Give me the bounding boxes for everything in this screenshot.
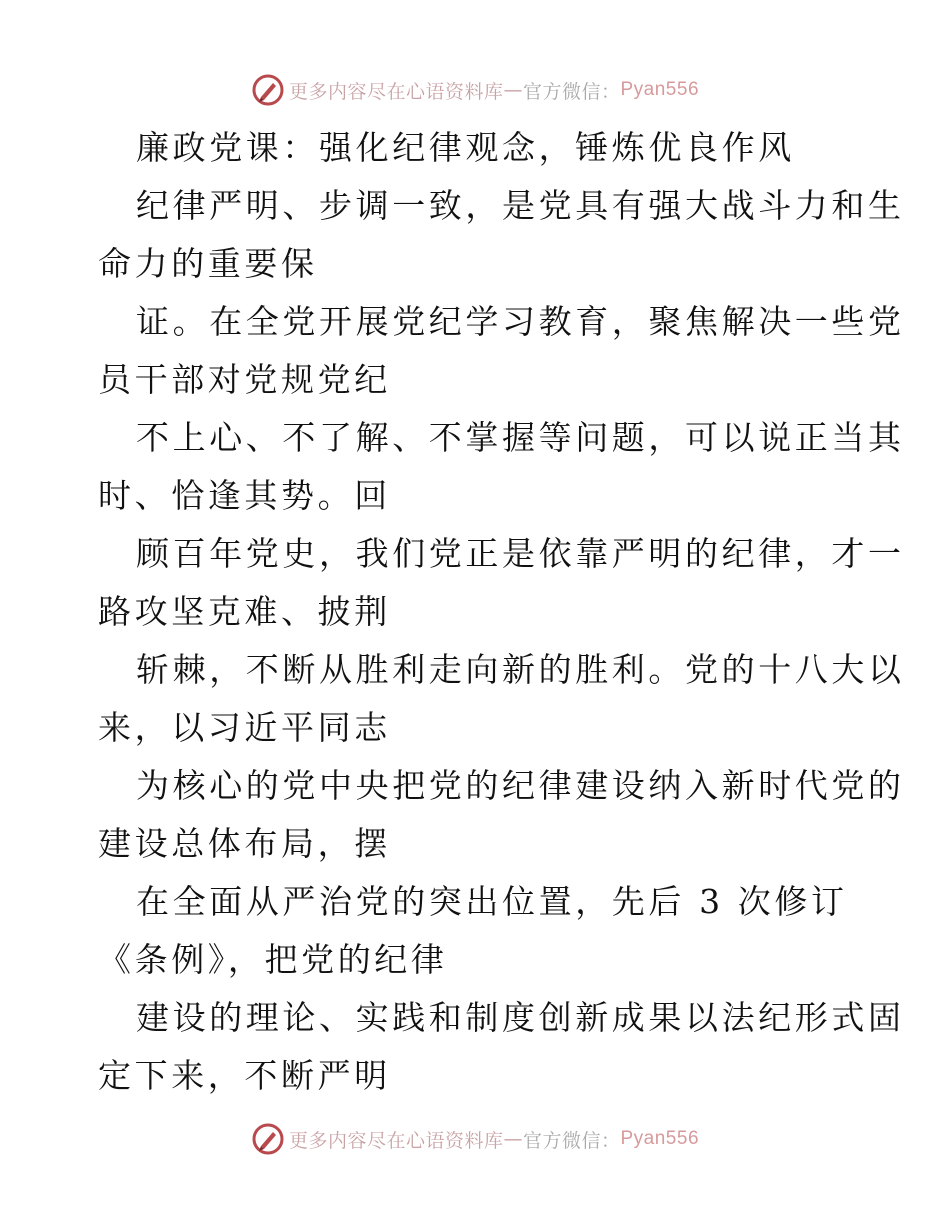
footer-watermark [0,1119,950,1159]
paragraph-line: 命力的重要保 [98,244,318,283]
paragraph-line: 为核心的党中央把党的纪律建设纳入新时代党的 [136,766,905,805]
pen-circle-icon [251,73,285,107]
paragraph-line: 建设总体布局，摆 [98,824,391,863]
paragraph-line: 建设的理论、实践和制度创新成果以法纪形式固 [136,998,905,1037]
paragraph-line: 《条例》，把党的纪律 [98,940,448,979]
paragraph-line: 证。在全党开展党纪学习教育，聚焦解决一些党 [136,302,905,341]
watermark-dash: — [503,79,523,101]
paragraph-line: 员干部对党规党纪 [98,360,391,399]
watermark-wechat-label: 官方微信： [522,1129,621,1152]
paragraph-line: 定下来，不断严明 [98,1056,391,1095]
watermark-wechat-id: Pyan556 [620,79,700,100]
paragraph-line: 在全面从严治党的突出位置，先后 3 次修订 [136,882,848,921]
paragraph-line: 斩棘，不断从胜利走向新的胜利。党的十八大以 [136,650,905,689]
paragraph-line: 时、恰逢其势。回 [98,476,391,515]
paragraph-line: 不上心、不了解、不掌握等问题，可以说正当其 [136,418,905,457]
paragraph-line: 路攻坚克难、披荆 [98,592,391,631]
watermark-wechat-label: 官方微信： [522,80,621,103]
watermark-text: 更多内容尽在心语资料库 [288,80,504,103]
header-watermark [0,70,950,110]
pen-circle-icon [251,1122,285,1156]
document-title: 廉政党课：强化纪律观念，锤炼优良作风 [136,128,795,167]
watermark-dash: — [503,1128,523,1150]
watermark-text: 更多内容尽在心语资料库 [288,1129,504,1152]
paragraph-line: 顾百年党史，我们党正是依靠严明的纪律，才一 [136,534,905,573]
paragraph-line: 来，以习近平同志 [98,708,391,747]
watermark-wechat-id: Pyan556 [620,1128,700,1149]
paragraph-line: 纪律严明、步调一致，是党具有强大战斗力和生 [136,186,905,225]
